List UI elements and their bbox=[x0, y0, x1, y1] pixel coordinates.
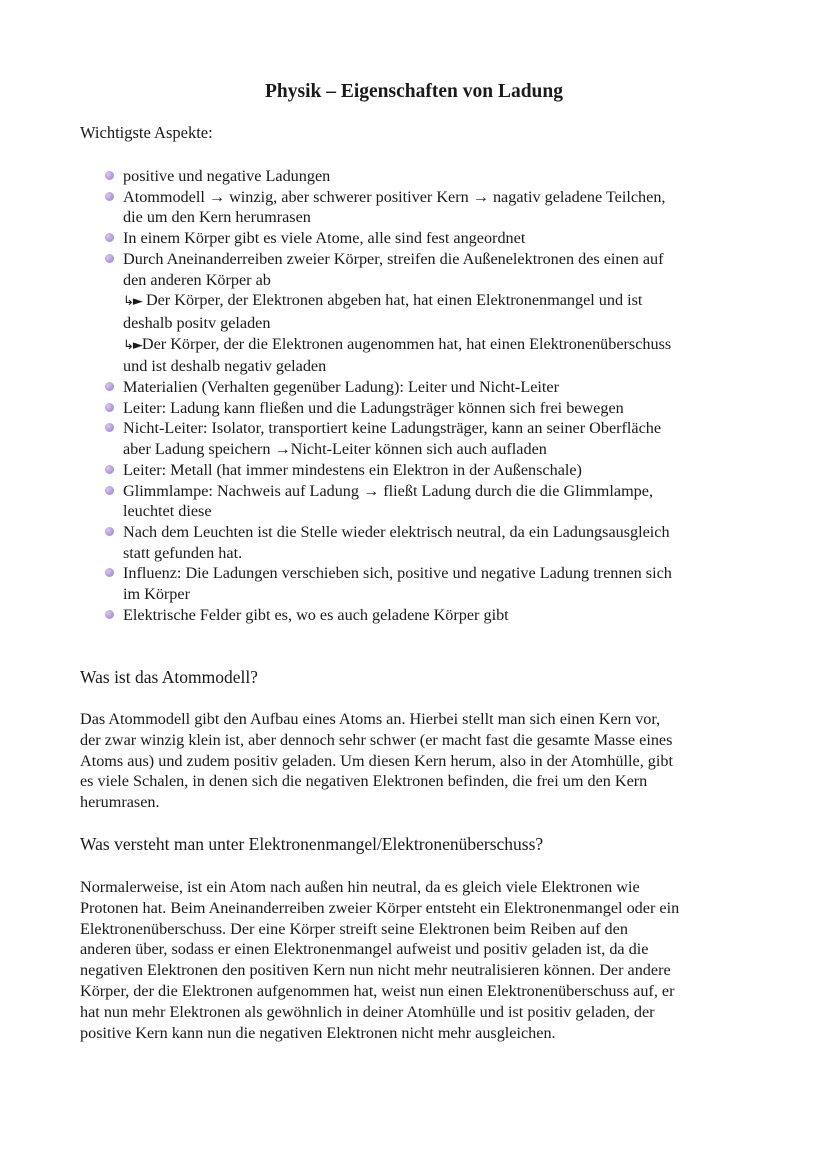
list-item bbox=[104, 398, 754, 419]
sub-item-line: Der Körper, der Elektronen abgeben hat, hat einen Elektronenmangel und ist bbox=[141, 291, 643, 310]
list-item-text: die um den Kern herumrasen bbox=[123, 208, 311, 227]
bullet-icon bbox=[105, 192, 114, 201]
paragraph-line: Normalerweise, ist ein Atom nach außen hin neutral, da es gleich viele Elektronen wie bbox=[80, 878, 640, 896]
list-item-text: Nach dem Leuchten ist die Stelle wieder elektrisch neutral, da ein Ladungsausgleich bbox=[123, 522, 670, 541]
list-item bbox=[104, 187, 754, 228]
aspects-heading: Wichtigste Aspekte: bbox=[80, 123, 213, 142]
paragraph-line: negativen Elektronen den positiven Kern nun nicht mehr neutralisieren können. Der andere bbox=[80, 961, 671, 980]
paragraph-line: hat nun mehr Elektronen als gewöhnlich in deiner Atomhülle und ist positiv geladen, der bbox=[80, 1002, 655, 1021]
list-item bbox=[104, 166, 754, 187]
paragraph-line: Elektronenüberschuss. Der eine Körper streift seine Elektronen beim Reiben auf den bbox=[80, 919, 628, 938]
bullet-icon bbox=[105, 486, 114, 495]
sub-item-line: und ist deshalb negativ geladen bbox=[123, 357, 327, 376]
bullet-icon bbox=[105, 527, 114, 536]
list-item-text: im Körper bbox=[123, 585, 190, 604]
return-arrow-icon: ↳► bbox=[123, 337, 142, 353]
bullet-icon bbox=[105, 568, 114, 577]
paragraph-line: Das Atommodell gibt den Aufbau eines Atoms an. Hierbei stellt man sich einen Kern vor, bbox=[80, 710, 661, 728]
section-paragraph-elektronenmangel bbox=[80, 877, 760, 1043]
list-item-text: positive und negative Ladungen bbox=[123, 167, 331, 185]
paragraph-line: Protonen hat. Beim Aneinanderreiben zweier Körper entsteht ein Elektronenmangel oder ein bbox=[80, 898, 680, 917]
list-item bbox=[104, 605, 754, 626]
bullet-icon bbox=[105, 254, 114, 263]
section-paragraph-atommodell bbox=[80, 709, 760, 813]
sub-item-line: deshalb positv geladen bbox=[123, 313, 271, 332]
list-item bbox=[104, 377, 754, 398]
return-arrow-icon: ↳► bbox=[123, 294, 142, 310]
list-item-text: In einem Körper gibt es viele Atome, alle sind fest angeordnet bbox=[123, 229, 526, 248]
list-item-text: Materialien (Verhalten gegenüber Ladung): Leiter und Nicht-Leiter bbox=[123, 378, 559, 397]
page-title: Physik – Eigenschaften von Ladung bbox=[265, 81, 563, 102]
section-heading-elektronenmangel: Was versteht man unter Elektronenmangel/Elektronenüberschuss? bbox=[80, 834, 544, 854]
list-item bbox=[104, 249, 754, 377]
bullet-icon bbox=[105, 610, 114, 619]
bullet-icon bbox=[105, 465, 114, 474]
list-item-text: Glimmlampe: Nachweis auf Ladung → fließt Ladung durch die die Glimmlampe, bbox=[123, 481, 653, 500]
list-item-text: Durch Aneinanderreiben zweier Körper, streifen die Außenelektronen des einen auf bbox=[123, 249, 664, 268]
paragraph-line: der zwar winzig klein ist, aber dennoch sehr schwer (er macht fast die gesamte Masse eines bbox=[80, 730, 673, 749]
sub-item-text bbox=[123, 313, 754, 334]
list-item bbox=[104, 418, 754, 459]
list-item bbox=[104, 460, 754, 481]
bullet-icon bbox=[105, 233, 114, 242]
paragraph-line: positive Kern kann nun die negativen Elektronen nicht mehr ausgleichen. bbox=[80, 1023, 556, 1042]
list-item-text: den anderen Körper ab bbox=[123, 270, 271, 289]
list-item-text: Atommodell → winzig, aber schwerer positiver Kern → nagativ geladene Teilchen, bbox=[123, 187, 666, 206]
bullet-icon bbox=[105, 423, 114, 432]
section-heading-atommodell: Was ist das Atommodell? bbox=[80, 667, 258, 687]
list-item bbox=[104, 563, 754, 604]
list-item-text: Leiter: Ladung kann fließen und die Ladungsträger können sich frei bewegen bbox=[123, 398, 624, 417]
list-item-text: Nicht-Leiter: Isolator, transportiert keine Ladungsträger, kann an seiner Oberfläche bbox=[123, 419, 662, 438]
sub-item-text bbox=[123, 290, 754, 313]
list-item-text: aber Ladung speichern →Nicht-Leiter können sich auch aufladen bbox=[123, 440, 547, 459]
paragraph-line: herumrasen. bbox=[80, 793, 160, 812]
list-item-text: statt gefunden hat. bbox=[123, 543, 243, 562]
list-item bbox=[104, 481, 754, 522]
bullet-icon bbox=[105, 403, 114, 412]
bullet-icon bbox=[105, 171, 114, 180]
list-item bbox=[104, 228, 754, 249]
list-item bbox=[104, 522, 754, 563]
list-item-text: Influenz: Die Ladungen verschieben sich, positive und negative Ladung trennen sich bbox=[123, 564, 672, 583]
paragraph-line: Körper, der die Elektronen aufgenommen hat, weist nun einen Elektronenüberschuss auf, er bbox=[80, 981, 675, 1000]
sub-item-text bbox=[123, 334, 754, 357]
bullet-icon bbox=[105, 382, 114, 391]
list-item-text: Leiter: Metall (hat immer mindestens ein Elektron in der Außenschale) bbox=[123, 460, 582, 479]
list-item-text: Elektrische Felder gibt es, wo es auch geladene Körper gibt bbox=[123, 605, 509, 624]
aspects-list bbox=[104, 166, 754, 625]
sub-item-text bbox=[123, 356, 754, 377]
paragraph-line: anderen über, sodass er einen Elektronenmangel aufweist und positiv geladen ist, da die bbox=[80, 940, 649, 959]
sub-item-line: Der Körper, der die Elektronen augenommen hat, hat einen Elektronenüberschuss bbox=[141, 334, 672, 353]
list-item-text: leuchtet diese bbox=[123, 502, 212, 521]
paragraph-line: es viele Schalen, in denen sich die negativen Elektronen befinden, die frei um den Kern bbox=[80, 772, 648, 791]
paragraph-line: Atoms aus) und zudem positiv geladen. Um diesen Kern herum, also in der Atomhülle, gibt bbox=[80, 751, 673, 770]
